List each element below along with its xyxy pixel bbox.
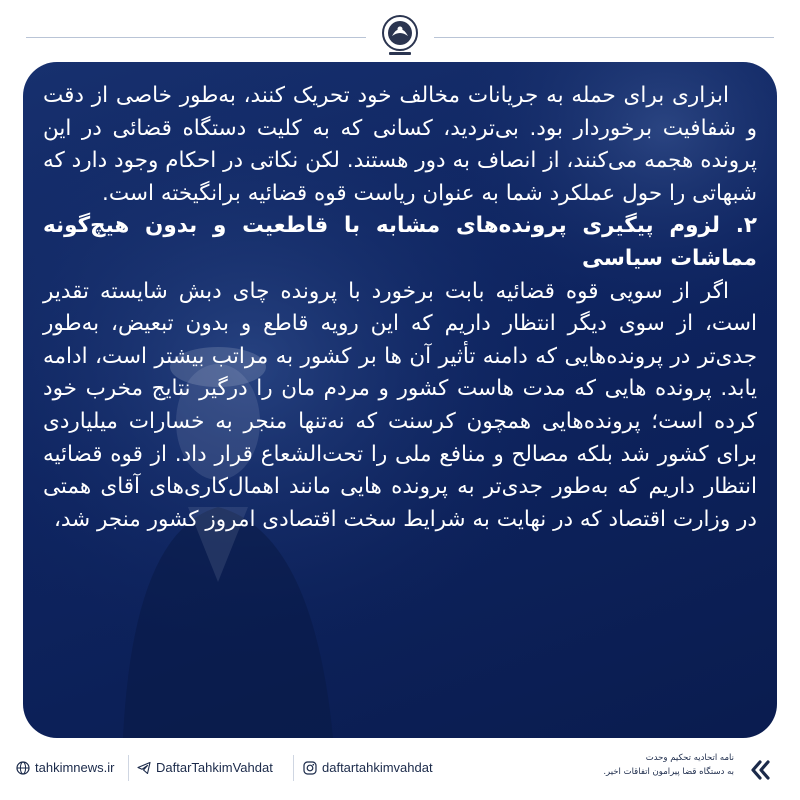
content-card [23,62,777,738]
double-chevron-left-icon[interactable] [746,756,774,784]
globe-icon [16,761,30,775]
instagram-label: daftartahkimvahdat [322,760,433,775]
telegram-link[interactable] [137,760,273,775]
website-label: tahkimnews.ir [35,760,115,775]
footer-caption [548,751,734,779]
caption-line-2: به دستگاه قضا پیرامون اتفاقات اخیر. [603,767,734,777]
header-divider-left [26,37,366,38]
paragraph-2: اگر از سویی قوه قضائیه بابت برخورد با پرونده چای دبش شایسته تقدیر است، از سوی دیگر انتظار داریم که این رویه قاطع و بدون تبعیض، به‌طور جدی‌تر در پرونده‌هایی که دامنه تأثیر آن ها بر کشور به مراتب بیشتر است، ادامه یابد. پرونده هایی که مدت هاست کشور و مردم مان را درگیر نتایج مخرب خود کرده است؛ پرونده‌هایی همچون کرسنت که نه‌تنها منجر به خسارات میلیاردی برای کشور شد بلکه مصالح و منافع ملی را تحت‌الشعاع قرار داد. از قوه قضائیه انتظار داریم که به‌طور جدی‌تر به پرونده هایی مانند اهمال‌کاری‌های آقای همتی در وزارت اقتصاد که در نهایت به شرایط سخت اقتصادی امروز کشور منجر شد، [43,278,757,532]
footer-divider [293,755,294,781]
letter-text [43,80,757,730]
emblem-logo-icon [377,12,423,58]
telegram-icon [137,761,151,775]
instagram-link[interactable] [303,760,433,775]
footer [0,738,800,800]
website-link[interactable] [16,760,114,775]
header [0,0,800,62]
caption-line-1: نامه اتحادیه تحکیم وحدت [645,753,734,763]
telegram-label: DaftarTahkimVahdat [156,760,273,775]
header-divider-right [434,37,774,38]
section-heading: ۲. لزوم پیگیری پرونده‌های مشابه با قاطعیت و بدون هیچ‌گونه مماشات سیاسی [43,213,757,271]
footer-divider [128,755,129,781]
instagram-icon [303,761,317,775]
paragraph-1: ابزاری برای حمله به جریانات مخالف خود تحریک کنند، به‌طور خاصی از دقت و شفافیت برخوردار بود. بی‌تردید، کسانی که به کلیت دستگاه قضائی در این پرونده هجمه می‌کنند، از انصاف به دور هستند. لکن نکاتی در احکام وجود دارد که شبهاتی را حول عملکرد شما به عنوان ریاست قوه قضائیه برانگیخته است. [43,83,757,206]
